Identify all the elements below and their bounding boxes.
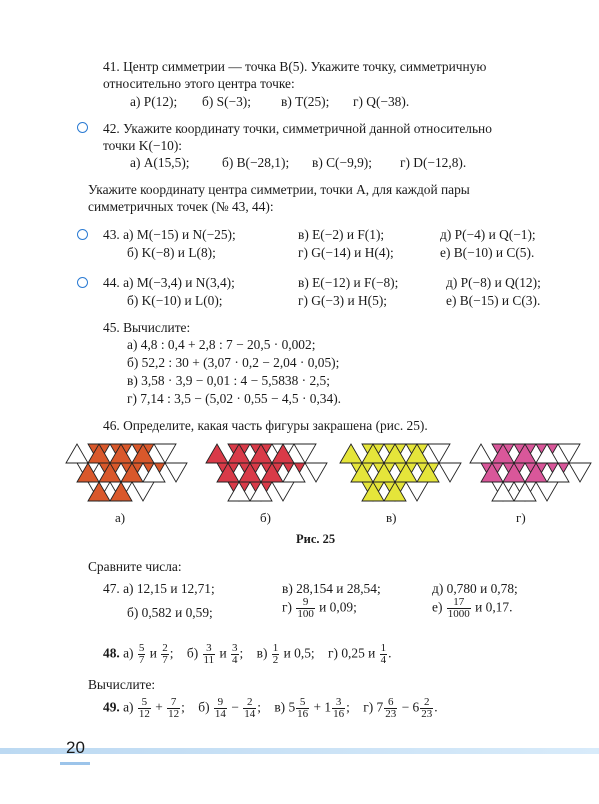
triangle-cell [406,482,428,501]
fig-label-g: г) [516,510,526,525]
p45-a: а) 4,8 : 0,4 + 2,8 : 7 − 20,5 · 0,002; [127,337,316,352]
triangle-cell [558,444,580,463]
p44-a: 44. а) M(−3,4) и N(3,4); [103,275,235,290]
triangle-cell [569,463,591,482]
triangle-figure-4 [470,444,591,501]
p42-bullet-icon [77,122,88,133]
p47-e-fraction: $\frac{17}{1000}$ [447,596,470,620]
fig-label-b: б) [260,510,271,525]
p42-line1: 42. Укажите координату точки, симметричной данной относительно [103,121,492,136]
p48-row: 48. а) $\frac{5}{7}$ и $\frac{2}{7}$ ; б) $\frac{3}{11}$ и $\frac{3}{4}$ ; в) $\frac{1}{2}$ и 0,5; г) 0,25 и $\frac{1}{4}$ . [103,642,392,666]
p43-e: е) B(−10) и C(5). [440,245,535,260]
p43-g: г) G(−14) и H(4); [298,245,394,260]
intro-line2: симметричных точек (№ 43, 44): [88,199,274,214]
p43-d: д) P(−4) и Q(−1); [440,227,536,242]
triangle-cell [428,444,450,463]
triangle-cell [132,482,154,501]
triangle-cell [439,463,461,482]
intro-line1: Укажите координату центра симметрии, точки A, для каждой пары [88,182,470,197]
p44-e: е) B(−15) и C(3). [446,293,541,308]
p42-opt-b: б) B(−28,1); [222,155,290,170]
p42-line2: точки K(−10): [103,138,183,153]
fig-label-a: а) [115,510,126,525]
fig-label-v: в) [386,510,397,525]
p45-v: в) 3,58 · 3,9 − 0,01 : 4 − 5,5838 · 2,5; [127,373,330,388]
figure-caption: Рис. 25 [296,532,336,546]
triangle-cell [340,444,362,463]
p47-e: е) $\frac{17}{1000}$ и 0,17. [432,596,513,620]
p47-v: в) 28,154 и 28,54; [282,581,381,596]
triangle-figure-2 [206,444,327,501]
p41-line1: 41. Центр симметрии — точка B(5). Укажите точку, симметричную [103,59,487,74]
p41-opt-b: б) S(−3); [202,94,251,109]
calc-title: Вычислите: [88,677,156,692]
p47-d: д) 0,780 и 0,78; [432,581,518,596]
triangle-cell [305,463,327,482]
p46-line: 46. Определите, какая часть фигуры закрашена (рис. 25). [103,418,428,433]
triangle-cell [66,444,88,463]
triangle-cell [154,444,176,463]
p43-a: 43. а) M(−15) и N(−25); [103,227,236,242]
p44-g: г) G(−3) и H(5); [298,293,388,308]
p45-title: 45. Вычислите: [103,320,191,335]
p47-g-fraction: $\frac{9}{100}$ [297,596,314,620]
triangle-cell [470,444,492,463]
p45-b: б) 52,2 : 30 + (3,07 · 0,2 − 2,04 · 0,05); [127,355,340,370]
p41-opt-a: а) P(12); [130,94,178,109]
p44-b: б) K(−10) и L(0); [127,293,223,308]
triangle-cell [165,463,187,482]
figure-25-triangle-grids [0,440,599,515]
p44-v: в) E(−12) и F(−8); [298,275,399,290]
p49-row: 49. а) $\frac{5}{12}$ + $\frac{7}{12}$ ; б) $\frac{9}{14}$ − $\frac{2}{14}$ ; в) 5 $\frac{5}{16}$ + 1 $\frac{3}{16}$ ; г) 7 $\frac{6}{23}$ − 6 $\frac{2}{23}$ . [103,696,438,720]
p41-opt-g: г) Q(−38). [353,94,410,109]
p47-a: 47. а) 12,15 и 12,71; [103,581,215,596]
p47-b: б) 0,582 и 0,59; [127,605,213,620]
triangle-cell [294,444,316,463]
p42-opt-a: а) A(15,5); [130,155,190,170]
p42-opt-g: г) D(−12,8). [400,155,467,170]
triangle-cell [206,444,228,463]
triangle-cell [536,482,558,501]
p44-bullet-icon [77,277,88,288]
p44-d: д) P(−8) и Q(12); [446,275,541,290]
p41-opt-v: в) T(25); [281,94,330,109]
footer-accent [60,762,90,765]
p43-bullet-icon [77,229,88,240]
p47-g: г) $\frac{9}{100}$ и 0,09; [282,596,357,620]
triangle-figure-1 [66,444,187,501]
page-number: 20 [66,738,85,757]
p42-opt-v: в) C(−9,9); [312,155,372,170]
triangle-figure-3 [340,444,461,501]
p43-b: б) K(−8) и L(8); [127,245,216,260]
triangle-cell [272,482,294,501]
p45-g: г) 7,14 : 3,5 − (5,02 · 0,55 − 4,5 · 0,34). [127,391,341,406]
p41-line2: относительно этого центра точке: [103,76,295,91]
p43-v: в) E(−2) и F(1); [298,227,385,242]
compare-title: Сравните числа: [88,559,182,574]
